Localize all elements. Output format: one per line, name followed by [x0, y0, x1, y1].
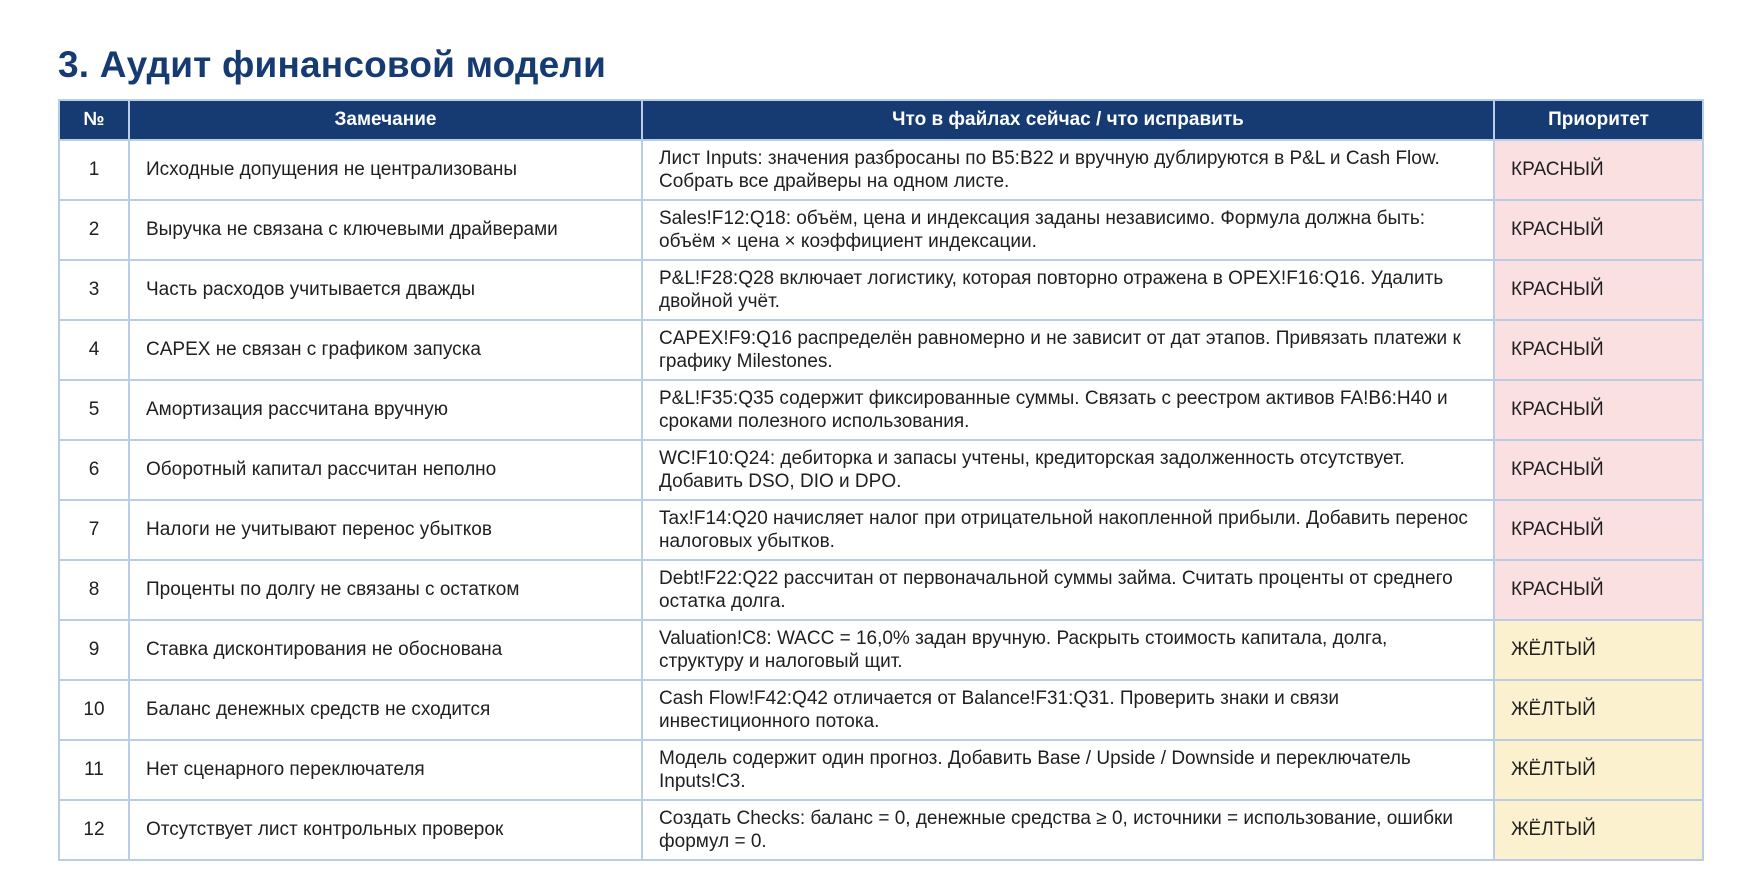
row-issue: Оборотный капитал рассчитан неполно	[129, 440, 642, 500]
table-row	[59, 200, 1703, 260]
row-priority-badge: КРАСНЫЙ	[1494, 140, 1703, 200]
row-issue: Проценты по долгу не связаны с остатком	[129, 560, 642, 620]
audit-table	[58, 99, 1704, 861]
row-fix: Модель содержит один прогноз. Добавить Base / Upside / Downside и переключатель Inputs!C3.	[642, 740, 1494, 800]
table-row	[59, 500, 1703, 560]
row-number: 8	[59, 560, 129, 620]
row-issue: Отсутствует лист контрольных проверок	[129, 800, 642, 860]
table-header-row	[59, 100, 1703, 140]
row-fix: Tax!F14:Q20 начисляет налог при отрицательной накопленной прибыли. Добавить перенос налоговых убытков.	[642, 500, 1494, 560]
row-priority-badge: КРАСНЫЙ	[1494, 500, 1703, 560]
row-fix: Лист Inputs: значения разбросаны по B5:B22 и вручную дублируются в P&L и Cash Flow. Собрать все драйверы на одном листе.	[642, 140, 1494, 200]
row-fix: P&L!F28:Q28 включает логистику, которая повторно отражена в OPEX!F16:Q16. Удалить двойной учёт.	[642, 260, 1494, 320]
row-fix: Cash Flow!F42:Q42 отличается от Balance!F31:Q31. Проверить знаки и связи инвестиционного потока.	[642, 680, 1494, 740]
row-priority-badge: КРАСНЫЙ	[1494, 320, 1703, 380]
row-issue: Амортизация рассчитана вручную	[129, 380, 642, 440]
header-priority: Приоритет	[1494, 100, 1703, 140]
row-number: 11	[59, 740, 129, 800]
row-fix: Создать Checks: баланс = 0, денежные средства ≥ 0, источники = использование, ошибки формул = 0.	[642, 800, 1494, 860]
header-number: №	[59, 100, 129, 140]
row-fix: CAPEX!F9:Q16 распределён равномерно и не зависит от дат этапов. Привязать платежи к графику Milestones.	[642, 320, 1494, 380]
row-issue: Баланс денежных средств не сходится	[129, 680, 642, 740]
row-number: 1	[59, 140, 129, 200]
table-row	[59, 680, 1703, 740]
row-priority-badge: КРАСНЫЙ	[1494, 380, 1703, 440]
row-priority-badge: ЖЁЛТЫЙ	[1494, 800, 1703, 860]
row-issue: Ставка дисконтирования не обоснована	[129, 620, 642, 680]
row-fix: Sales!F12:Q18: объём, цена и индексация заданы независимо. Формула должна быть: объём × цена × коэффициент индексации.	[642, 200, 1494, 260]
table-row	[59, 800, 1703, 860]
row-number: 5	[59, 380, 129, 440]
row-number: 7	[59, 500, 129, 560]
row-priority-badge: ЖЁЛТЫЙ	[1494, 620, 1703, 680]
row-issue: Налоги не учитывают перенос убытков	[129, 500, 642, 560]
page-title: 3. Аудит финансовой модели	[58, 44, 607, 85]
row-priority-badge: КРАСНЫЙ	[1494, 260, 1703, 320]
table-row	[59, 260, 1703, 320]
row-issue: CAPEX не связан с графиком запуска	[129, 320, 642, 380]
header-fix: Что в файлах сейчас / что исправить	[642, 100, 1494, 140]
row-fix: Valuation!C8: WACC = 16,0% задан вручную. Раскрыть стоимость капитала, долга, структуру и налоговый щит.	[642, 620, 1494, 680]
table-row	[59, 620, 1703, 680]
row-number: 6	[59, 440, 129, 500]
table-row	[59, 740, 1703, 800]
row-issue: Исходные допущения не централизованы	[129, 140, 642, 200]
row-issue: Выручка не связана с ключевыми драйверами	[129, 200, 642, 260]
table-body	[59, 140, 1703, 860]
row-number: 4	[59, 320, 129, 380]
row-priority-badge: КРАСНЫЙ	[1494, 440, 1703, 500]
row-issue: Часть расходов учитывается дважды	[129, 260, 642, 320]
row-priority-badge: КРАСНЫЙ	[1494, 200, 1703, 260]
row-issue: Нет сценарного переключателя	[129, 740, 642, 800]
row-number: 10	[59, 680, 129, 740]
table-row	[59, 440, 1703, 500]
table-row	[59, 320, 1703, 380]
row-priority-badge: ЖЁЛТЫЙ	[1494, 740, 1703, 800]
row-priority-badge: КРАСНЫЙ	[1494, 560, 1703, 620]
row-fix: WC!F10:Q24: дебиторка и запасы учтены, кредиторская задолженность отсутствует. Добавить DSO, DIO и DPO.	[642, 440, 1494, 500]
row-number: 9	[59, 620, 129, 680]
row-fix: P&L!F35:Q35 содержит фиксированные суммы. Связать с реестром активов FA!B6:H40 и сроками полезного использования.	[642, 380, 1494, 440]
header-issue: Замечание	[129, 100, 642, 140]
table-row	[59, 140, 1703, 200]
row-fix: Debt!F22:Q22 рассчитан от первоначальной суммы займа. Считать проценты от среднего остатка долга.	[642, 560, 1494, 620]
row-priority-badge: ЖЁЛТЫЙ	[1494, 680, 1703, 740]
table-row	[59, 380, 1703, 440]
row-number: 3	[59, 260, 129, 320]
row-number: 12	[59, 800, 129, 860]
table-row	[59, 560, 1703, 620]
row-number: 2	[59, 200, 129, 260]
